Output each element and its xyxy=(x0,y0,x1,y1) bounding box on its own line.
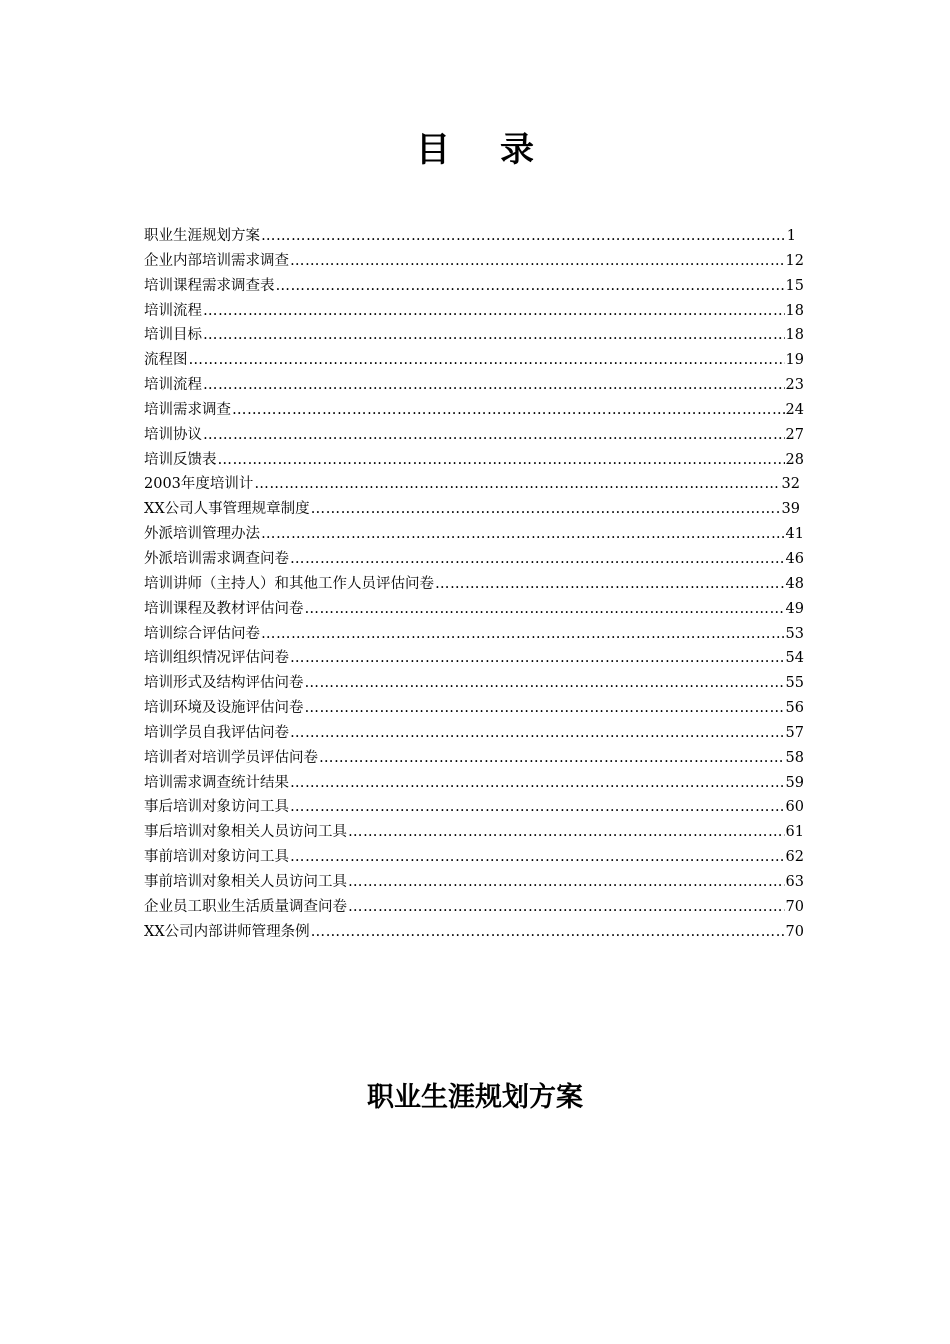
toc-dot-leader xyxy=(311,920,785,945)
toc-entry[interactable] xyxy=(144,622,804,647)
toc-entry[interactable] xyxy=(144,646,804,671)
toc-entry[interactable] xyxy=(144,547,804,572)
toc-entry-label: 培训目标 xyxy=(144,327,202,344)
toc-entry[interactable] xyxy=(144,323,804,348)
toc-entry-label: 企业内部培训需求调查 xyxy=(144,252,289,269)
toc-dot-leader xyxy=(435,572,785,597)
toc-entry-label: 培训课程需求调查表 xyxy=(144,277,275,294)
toc-dot-leader xyxy=(290,646,785,671)
toc-entry-page: 19 xyxy=(785,352,804,369)
toc-entry-page: 53 xyxy=(785,625,804,642)
toc-entry-page: 39 xyxy=(781,501,800,518)
toc-entry-page: 58 xyxy=(785,749,804,766)
toc-entry-label: 培训讲师（主持人）和其他工作人员评估问卷 xyxy=(144,575,434,592)
toc-entry-page: 32 xyxy=(781,476,800,493)
toc-entry-page: 23 xyxy=(785,377,804,394)
toc-entry-page: 46 xyxy=(785,550,804,567)
toc-entry-page: 41 xyxy=(785,526,804,543)
toc-entry-label: 培训者对培训学员评估问卷 xyxy=(144,749,318,766)
toc-entry-label: 2003年度培训计 xyxy=(144,476,254,493)
toc-dot-leader xyxy=(261,522,785,547)
toc-title: 目录 xyxy=(416,130,584,170)
toc-entry-label: 培训反馈表 xyxy=(144,451,217,468)
toc-dot-leader xyxy=(305,696,785,721)
toc-entry-page: 1 xyxy=(786,228,796,244)
toc-entry-page: 24 xyxy=(785,401,804,418)
toc-entry-label: 事后培训对象相关人员访问工具 xyxy=(144,824,347,841)
toc-entry[interactable] xyxy=(144,696,804,721)
toc-dot-leader xyxy=(348,870,785,895)
toc-entry[interactable] xyxy=(144,249,804,274)
toc-entry-label: XX公司人事管理规章制度 xyxy=(144,501,310,518)
toc-entry[interactable] xyxy=(144,721,804,746)
toc-entry[interactable] xyxy=(144,373,804,398)
toc-dot-leader xyxy=(276,274,785,299)
toc-entry[interactable] xyxy=(144,497,800,522)
toc-entry-label: 培训需求调查统计结果 xyxy=(144,774,289,791)
toc-dot-leader xyxy=(348,820,785,845)
toc-entry-page: 54 xyxy=(785,650,804,667)
toc-dot-leader xyxy=(290,547,785,572)
toc-dot-leader xyxy=(311,497,781,522)
toc-entry[interactable] xyxy=(144,224,796,249)
toc-entry-label: 事前培训对象相关人员访问工具 xyxy=(144,873,347,890)
toc-entry[interactable] xyxy=(144,746,804,771)
toc-entry-page: 55 xyxy=(785,675,804,692)
toc-entry-label: 培训学员自我评估问卷 xyxy=(144,724,289,741)
toc-entry-label: 外派培训管理办法 xyxy=(144,526,260,543)
toc-entry-page: 18 xyxy=(785,302,804,319)
toc-entry-label: 职业生涯规划方案 xyxy=(144,228,260,244)
toc-entry[interactable] xyxy=(144,671,804,696)
toc-entry-page: 60 xyxy=(785,799,804,816)
toc-entry[interactable] xyxy=(144,274,804,299)
toc-entry-page: 28 xyxy=(785,451,804,468)
toc-entry-label: 培训组织情况评估问卷 xyxy=(144,650,289,667)
toc-dot-leader xyxy=(203,323,785,348)
toc-entry-label: 事后培训对象访问工具 xyxy=(144,799,289,816)
toc-entry-label: 培训综合评估问卷 xyxy=(144,625,260,642)
toc-entry[interactable] xyxy=(144,398,804,423)
toc-entry-label: 培训环境及设施评估问卷 xyxy=(144,700,304,717)
toc-dot-leader xyxy=(261,224,786,249)
toc-entry[interactable] xyxy=(144,472,800,497)
toc-dot-leader xyxy=(203,423,785,448)
toc-entry[interactable] xyxy=(144,795,804,820)
toc-entry-label: 外派培训需求调查问卷 xyxy=(144,550,289,567)
toc-entry-label: XX公司内部讲师管理条例 xyxy=(144,923,310,940)
toc-list xyxy=(144,224,804,944)
toc-entry-page: 57 xyxy=(785,724,804,741)
toc-dot-leader xyxy=(290,795,785,820)
toc-entry-label: 培训流程 xyxy=(144,302,202,319)
toc-dot-leader xyxy=(319,746,785,771)
toc-entry-label: 培训需求调查 xyxy=(144,401,231,418)
toc-entry-page: 18 xyxy=(785,327,804,344)
toc-entry[interactable] xyxy=(144,771,804,796)
toc-entry[interactable] xyxy=(144,299,804,324)
toc-dot-leader xyxy=(305,597,785,622)
toc-entry-page: 59 xyxy=(785,774,804,791)
toc-entry-page: 15 xyxy=(785,277,804,294)
toc-entry[interactable] xyxy=(144,820,804,845)
toc-entry[interactable] xyxy=(144,920,804,945)
toc-entry[interactable] xyxy=(144,423,804,448)
toc-entry-label: 流程图 xyxy=(144,352,188,369)
toc-entry-page: 12 xyxy=(785,252,804,269)
toc-dot-leader xyxy=(189,348,785,373)
toc-dot-leader xyxy=(203,299,785,324)
toc-entry[interactable] xyxy=(144,522,804,547)
toc-entry-label: 培训形式及结构评估问卷 xyxy=(144,675,304,692)
toc-entry-page: 62 xyxy=(785,849,804,866)
toc-entry-page: 70 xyxy=(785,923,804,940)
toc-dot-leader xyxy=(305,671,785,696)
toc-entry-label: 企业员工职业生活质量调查问卷 xyxy=(144,898,347,915)
toc-entry[interactable] xyxy=(144,348,804,373)
toc-dot-leader xyxy=(290,845,785,870)
toc-entry-page: 27 xyxy=(785,426,804,443)
toc-entry-page: 48 xyxy=(785,575,804,592)
toc-dot-leader xyxy=(261,622,785,647)
toc-entry-label: 事前培训对象访问工具 xyxy=(144,849,289,866)
section-title: 职业生涯规划方案 xyxy=(367,1082,583,1113)
toc-dot-leader xyxy=(290,771,785,796)
toc-entry[interactable] xyxy=(144,572,804,597)
toc-entry[interactable] xyxy=(144,895,804,920)
toc-entry-page: 49 xyxy=(785,600,804,617)
toc-dot-leader xyxy=(290,249,785,274)
toc-dot-leader xyxy=(348,895,785,920)
toc-dot-leader xyxy=(203,373,785,398)
toc-entry[interactable] xyxy=(144,448,804,473)
toc-dot-leader xyxy=(218,448,785,473)
toc-dot-leader xyxy=(290,721,785,746)
toc-entry-page: 61 xyxy=(785,824,804,841)
toc-dot-leader xyxy=(232,398,785,423)
toc-entry[interactable] xyxy=(144,870,804,895)
toc-entry-page: 63 xyxy=(785,873,804,890)
toc-entry-label: 培训流程 xyxy=(144,377,202,394)
toc-entry-label: 培训课程及教材评估问卷 xyxy=(144,600,304,617)
toc-entry[interactable] xyxy=(144,597,804,622)
toc-entry-label: 培训协议 xyxy=(144,426,202,443)
toc-dot-leader xyxy=(254,472,780,497)
toc-entry[interactable] xyxy=(144,845,804,870)
toc-entry-page: 70 xyxy=(785,898,804,915)
toc-entry-page: 56 xyxy=(785,700,804,717)
